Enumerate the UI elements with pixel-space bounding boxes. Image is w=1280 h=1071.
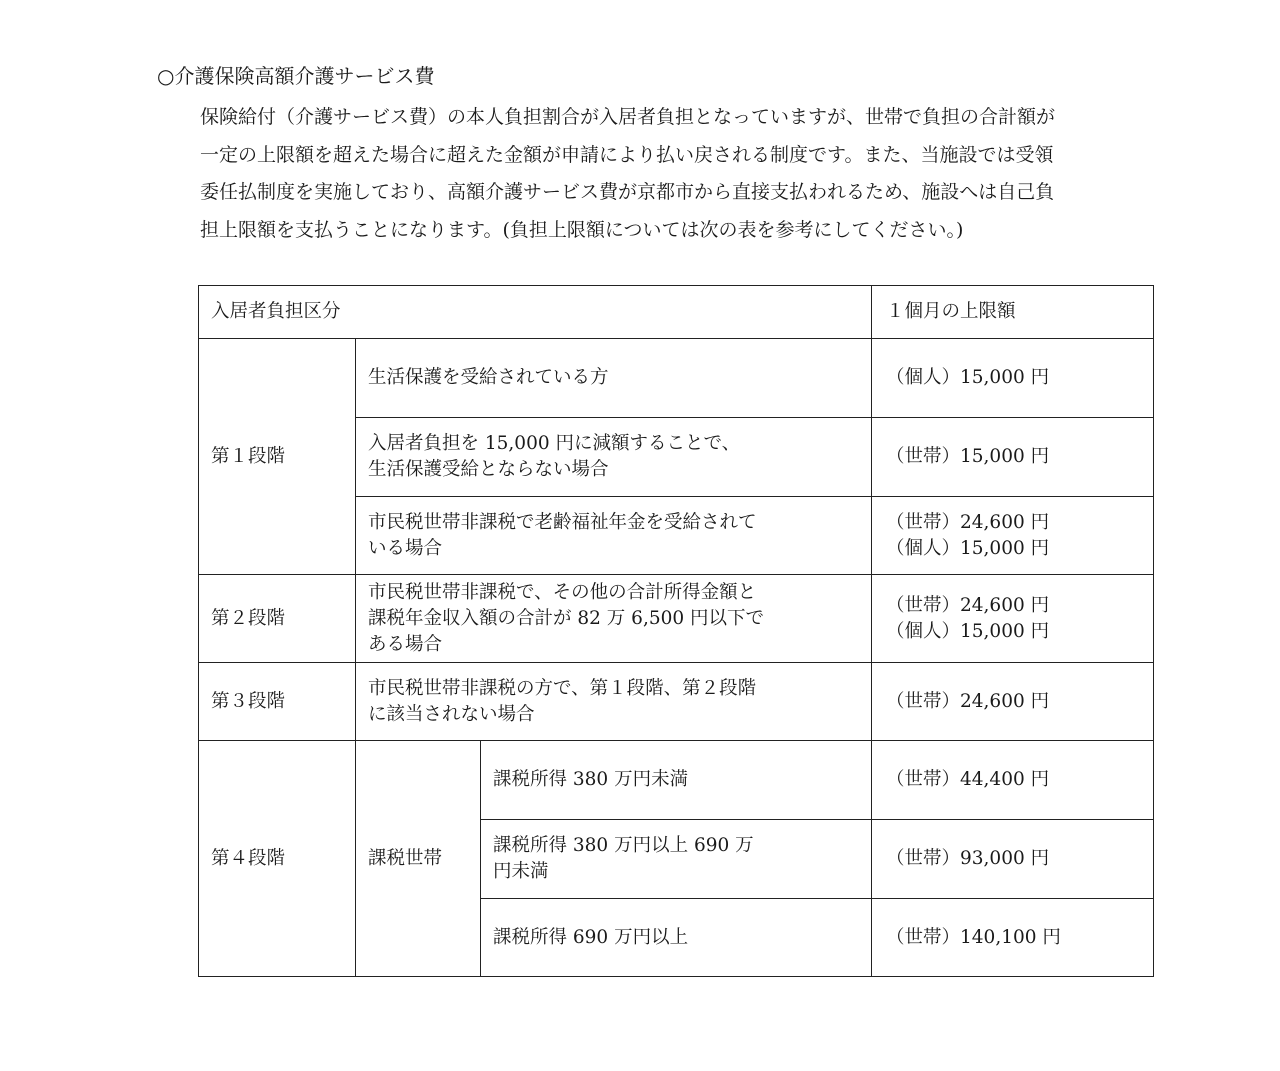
condition-cell (356, 497, 872, 575)
table-row (199, 741, 1154, 820)
stage4-label: 第４段階 (211, 847, 286, 869)
condition-text: いる場合 (368, 537, 443, 559)
condition-cell (481, 820, 872, 899)
condition-text: 生活保護を受給されている方 (368, 367, 609, 388)
limit-cell (872, 663, 1154, 741)
table-header-row (199, 286, 1154, 339)
limit-cell (872, 418, 1154, 497)
condition-text: 市民税世帯非課税で老齢福祉年金を受給されて (368, 511, 757, 533)
stage1-label-cell (199, 339, 356, 575)
condition-cell (356, 575, 872, 663)
limit-cell (872, 575, 1154, 663)
limit-cell (872, 497, 1154, 575)
table-row (199, 339, 1154, 418)
limit-amount: （個人）15,000 円 (886, 620, 1050, 642)
table-row (199, 575, 1154, 663)
condition-text: 課税年金収入額の合計が 82 万 6,500 円以下で (368, 607, 765, 629)
intro-paragraph (200, 100, 1210, 250)
condition-text: 市民税世帯非課税で、その他の合計所得金額と (368, 581, 757, 603)
limit-amount: （世帯）93,000 円 (886, 848, 1050, 869)
limit-amount: （個人）15,000 円 (886, 367, 1050, 388)
stage4-label-cell (199, 741, 356, 977)
section-heading: ○介護保険高額介護サービス費 (157, 64, 435, 88)
limit-cell (872, 339, 1154, 418)
limit-amount: （世帯）140,100 円 (886, 926, 1061, 948)
limit-amount: （世帯）24,600 円 (886, 594, 1050, 616)
condition-text: 生活保護受給とならない場合 (368, 459, 609, 480)
limit-cell (872, 820, 1154, 899)
condition-text: 課税所得 690 万円以上 (493, 926, 689, 948)
header-limit-cell (872, 286, 1154, 339)
condition-text: 市民税世帯非課税の方で、第１段階、第２段階 (368, 677, 757, 699)
condition-text: に該当されない場合 (368, 703, 535, 725)
stage4-sublabel-cell (356, 741, 481, 977)
condition-text: 円未満 (493, 861, 549, 882)
table-row (199, 663, 1154, 741)
condition-text: 課税所得 380 万円以上 690 万 (493, 835, 754, 856)
copay-limit-table (198, 285, 1154, 977)
stage4-sublabel: 課税世帯 (368, 847, 443, 869)
condition-cell (481, 741, 872, 820)
stage1-label: 第１段階 (211, 445, 286, 467)
condition-text: ある場合 (368, 633, 443, 655)
intro-line: 一定の上限額を超えた場合に超えた金額が申請により払い戻される制度です。また、当施設では受領 (200, 143, 1054, 166)
header-category-cell (199, 286, 872, 339)
condition-cell (356, 339, 872, 418)
condition-cell (481, 899, 872, 977)
intro-line: 担上限額を支払うことになります。(負担上限額については次の表を参考にしてください。) (200, 218, 964, 241)
stage3-label-cell (199, 663, 356, 741)
limit-amount: （世帯）15,000 円 (886, 446, 1050, 467)
condition-cell (356, 418, 872, 497)
header-category: 入居者負担区分 (211, 301, 341, 322)
condition-cell (356, 663, 872, 741)
limit-cell (872, 899, 1154, 977)
limit-amount: （世帯）44,400 円 (886, 769, 1050, 790)
stage2-label-cell (199, 575, 356, 663)
header-limit: １個月の上限額 (886, 301, 1016, 322)
intro-line: 委任払制度を実施しており、高額介護サービス費が京都市から直接支払われるため、施設へは自己負 (200, 181, 1055, 203)
intro-line: 保険給付（介護サービス費）の本人負担割合が入居者負担となっていますが、世帯で負担の合計額が (200, 106, 1056, 128)
condition-text: 課税所得 380 万円未満 (493, 769, 689, 790)
limit-amount: （世帯）24,600 円 (886, 690, 1050, 712)
limit-amount: （個人）15,000 円 (886, 537, 1050, 559)
limit-cell (872, 741, 1154, 820)
stage3-label: 第３段階 (211, 690, 286, 712)
limit-amount: （世帯）24,600 円 (886, 511, 1050, 533)
condition-text: 入居者負担を 15,000 円に減額することで、 (368, 433, 741, 454)
stage2-label: 第２段階 (211, 607, 286, 629)
